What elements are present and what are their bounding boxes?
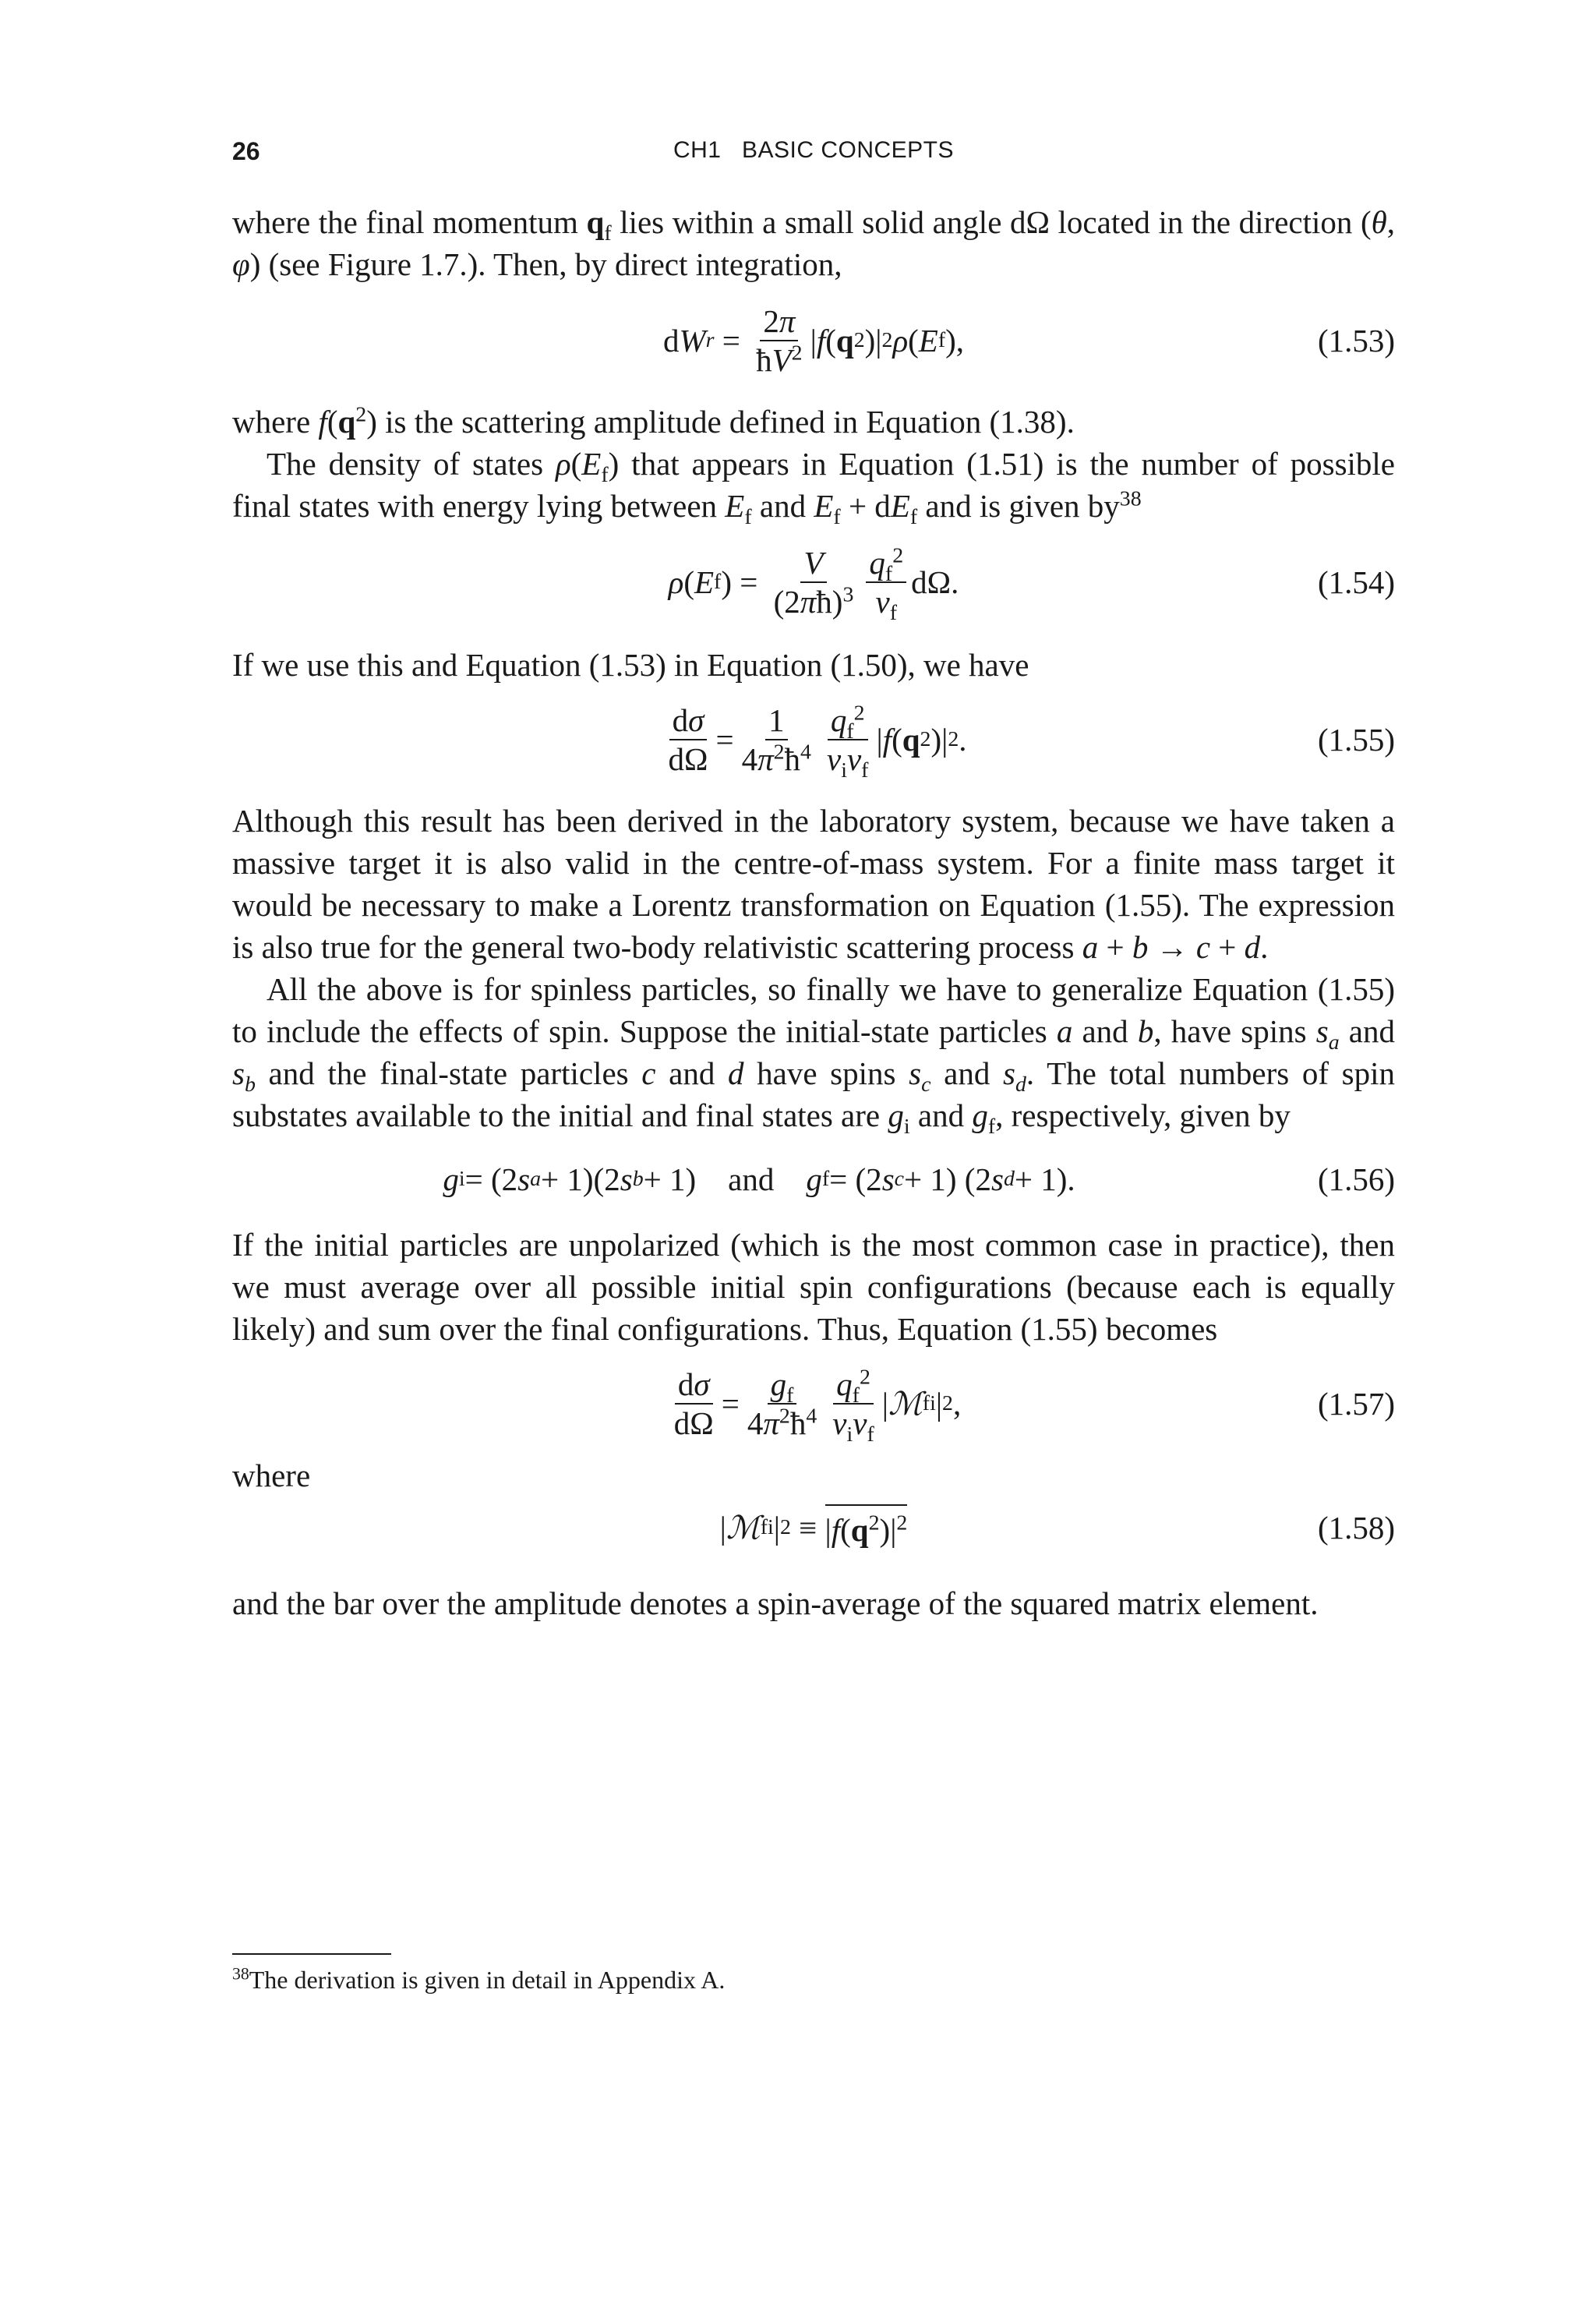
- paragraph-1: where the final momentum $q_f$ lies within a small solid angle dΩ located in the direction (θ, φ) (see Figure 1.7.). Then, by direct integration,: [232, 204, 1395, 282]
- paragraph-8: where: [232, 1458, 311, 1493]
- running-head: CH1 BASIC CONCEPTS: [673, 137, 955, 163]
- page-body: [232, 201, 1395, 1624]
- equation-number: (1.57): [1317, 1386, 1395, 1422]
- footnote-rule: [232, 1953, 391, 1955]
- paragraph-5: Although this result has been derived in the laboratory system, because we have taken a massive target it is also valid in the centre-of-mass system. For a finite mass target it would be necessary to make a Lorentz transformation on Equation (1.55). The expression is also true for the general two-body relativistic scattering process a + b → c + d.: [232, 803, 1395, 965]
- equation-1-58: | ℳ fi | 2 ≡ $|f(q^2)|^2$ (1.58): [232, 1496, 1395, 1559]
- footnote-marker: 38: [232, 1964, 249, 1984]
- paragraph-7: If the initial particles are unpolarized (which is the most common case in practice), then we must average over all possible initial spin configurations (because each is equally likely) and sum over the final configurations. Thus, Equation (1.55) becomes: [232, 1227, 1395, 1347]
- page-header: [232, 137, 1395, 176]
- equation-1-55: $\frac{d\sigma}{d\Omega}$ = $\frac{1}{4\pi^2ħ^4}$ $\frac{q_f^2}{v_iv_f}$ | f ( q 2 )| 2 . (1.55): [668, 701, 1395, 783]
- equation-number: (1.54): [1317, 564, 1395, 600]
- equation-1-57: $\frac{d\sigma}{d\Omega}$ = $\frac{g_f}{4\pi^2ħ^4}$ $\frac{q_f^2}{v_iv_f}$ | ℳ fi | 2 , (1.57): [673, 1365, 1395, 1447]
- paragraph-6: All the above is for spinless particles, so finally we have to generalize Equation (1.55) to include the effects of spin. Suppose the initial-state particles a and b, have spins $s_a$ and $s_b$ and the final-state particles c and d have spins $s_c$ and $s_d$. The total numbers of spin substates available to the initial and final states are $g_i$ and $g_f$, respectively, given by: [232, 971, 1396, 1140]
- equation-number: (1.53): [1317, 323, 1395, 359]
- equation-1-53: d W r = $\frac{2\pi}{ħV^2}$ | f ( q 2 )| 2 ρ ( E f ), (1.53): [662, 303, 1395, 378]
- paragraph-3: The density of states $\rho(E_f)$ that appears in Equation (1.51) is the number of possible final states with energy lying between $E_f$ and $E_f + dE_f$ and is given $by^{38}$: [232, 446, 1395, 530]
- footnote: [232, 1964, 725, 1995]
- equation-1-56: g i = (2 s a + 1)(2 s b + 1) and g f = (2 s c + 1) (2 s d + 1). (1.56): [232, 1144, 1395, 1214]
- equation-number: (1.55): [1317, 722, 1395, 758]
- paragraph-2: where $f(q^2)$ is the scattering amplitude defined in Equation (1.38).: [232, 402, 1075, 440]
- equation-number: (1.58): [1317, 1510, 1395, 1546]
- paragraph-4: If we use this and Equation (1.53) in Equation (1.50), we have: [232, 647, 1029, 683]
- footnote-text: The derivation is given in detail in Appendix A.: [249, 1966, 726, 1994]
- page-number: 26: [232, 137, 260, 165]
- equation-1-54: ρ ( E f ) = $\frac{V}{(2\pi ħ)^3}$ $\frac{q_f^2}{v_f}$ dΩ. (1.54): [668, 543, 1395, 626]
- paragraph-9: and the bar over the amplitude denotes a spin-average of the squared matrix element.: [232, 1585, 1319, 1621]
- equation-number: (1.56): [1317, 1161, 1395, 1197]
